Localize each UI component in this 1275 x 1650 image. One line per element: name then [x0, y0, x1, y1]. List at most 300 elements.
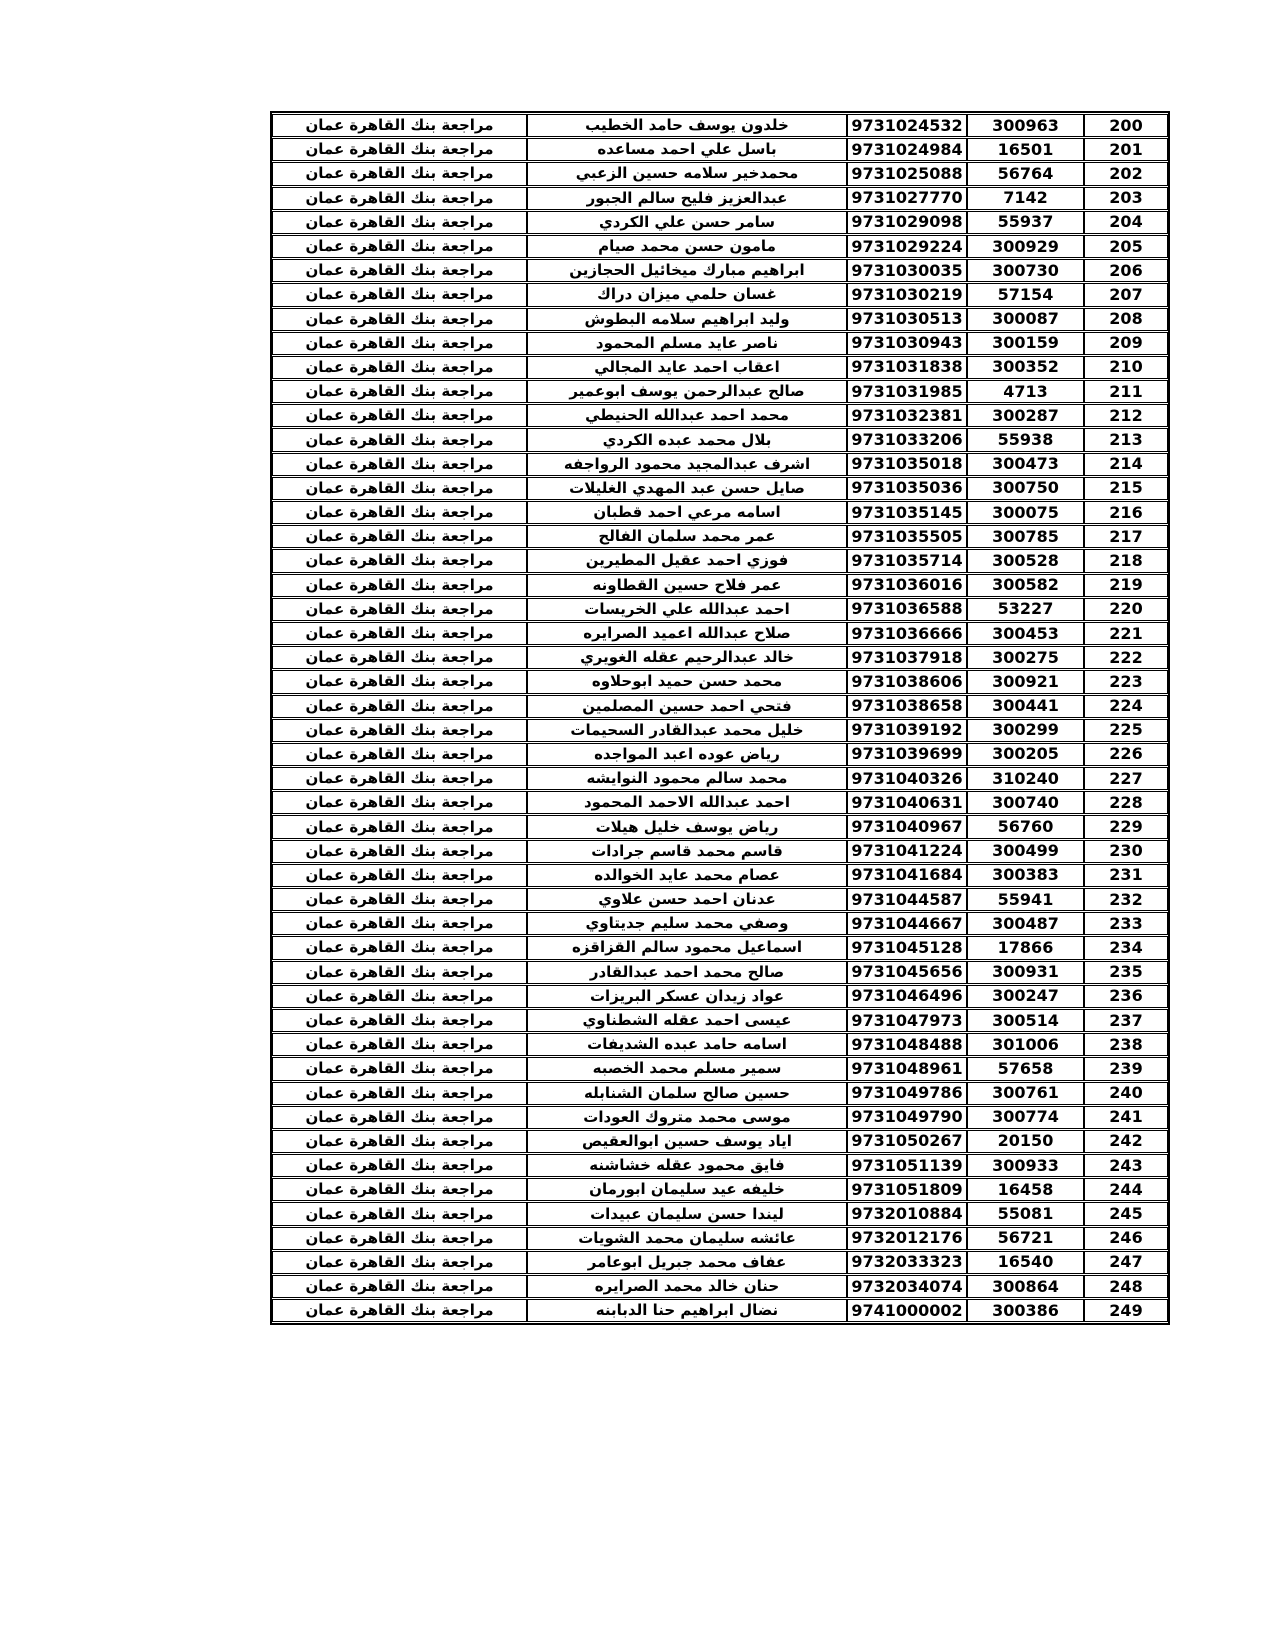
person-name-cell: عفاف محمد جبريل ابوعامر — [527, 1251, 847, 1274]
bank-review-remark-cell: مراجعة بنك القاهرة عمان — [272, 815, 527, 838]
table-row — [272, 574, 1168, 597]
national-id-cell: 9731044667 — [847, 912, 967, 935]
national-id-cell: 9732010884 — [847, 1202, 967, 1225]
national-id-cell: 9731030035 — [847, 259, 967, 282]
row-number-cell: 230 — [1084, 840, 1168, 863]
record-number-cell: 300582 — [967, 574, 1084, 597]
record-number-cell: 300287 — [967, 404, 1084, 427]
national-id-cell: 9731031838 — [847, 356, 967, 379]
national-id-cell: 9731044587 — [847, 888, 967, 911]
record-number-cell: 16501 — [967, 138, 1084, 161]
person-name-cell: حنان خالد محمد الصرايره — [527, 1275, 847, 1298]
record-number-cell: 300453 — [967, 622, 1084, 645]
person-name-cell: باسل علي احمد مساعده — [527, 138, 847, 161]
bank-review-remark-cell: مراجعة بنك القاهرة عمان — [272, 1057, 527, 1080]
bank-review-remark-cell: مراجعة بنك القاهرة عمان — [272, 598, 527, 621]
row-number-cell: 244 — [1084, 1178, 1168, 1201]
bank-review-remark-cell: مراجعة بنك القاهرة عمان — [272, 1275, 527, 1298]
record-number-cell: 57658 — [967, 1057, 1084, 1080]
person-name-cell: عواد زيدان عسكر البريزات — [527, 985, 847, 1008]
row-number-cell: 227 — [1084, 767, 1168, 790]
table-row — [272, 501, 1168, 524]
record-number-cell: 300761 — [967, 1082, 1084, 1105]
person-name-cell: خليل محمد عبدالقادر السحيمات — [527, 719, 847, 742]
record-number-cell: 4713 — [967, 380, 1084, 403]
national-id-cell: 9731050267 — [847, 1130, 967, 1153]
record-number-cell: 7142 — [967, 187, 1084, 210]
row-number-cell: 214 — [1084, 453, 1168, 476]
national-id-cell: 9741000002 — [847, 1299, 967, 1322]
bank-review-remark-cell: مراجعة بنك القاهرة عمان — [272, 936, 527, 959]
national-id-cell: 9731036666 — [847, 622, 967, 645]
table-row — [272, 259, 1168, 282]
row-number-cell: 210 — [1084, 356, 1168, 379]
record-number-cell: 300441 — [967, 695, 1084, 718]
table-row — [272, 815, 1168, 838]
record-number-cell: 300963 — [967, 114, 1084, 137]
table-row — [272, 695, 1168, 718]
bank-review-remark-cell: مراجعة بنك القاهرة عمان — [272, 308, 527, 331]
bank-review-remark-cell: مراجعة بنك القاهرة عمان — [272, 283, 527, 306]
row-number-cell: 219 — [1084, 574, 1168, 597]
table-row — [272, 211, 1168, 234]
table-row — [272, 1009, 1168, 1032]
row-number-cell: 216 — [1084, 501, 1168, 524]
record-number-cell: 300159 — [967, 332, 1084, 355]
table-row — [272, 864, 1168, 887]
national-id-cell: 9731047973 — [847, 1009, 967, 1032]
bank-review-remark-cell: مراجعة بنك القاهرة عمان — [272, 743, 527, 766]
bank-review-remark-cell: مراجعة بنك القاهرة عمان — [272, 332, 527, 355]
row-number-cell: 208 — [1084, 308, 1168, 331]
table-row — [272, 477, 1168, 500]
bank-review-remark-cell: مراجعة بنك القاهرة عمان — [272, 356, 527, 379]
table-row — [272, 138, 1168, 161]
national-id-cell: 9731035018 — [847, 453, 967, 476]
person-name-cell: سامر حسن علي الكردي — [527, 211, 847, 234]
person-name-cell: محمد حسن حميد ابوحلاوه — [527, 670, 847, 693]
table-row — [272, 888, 1168, 911]
table-row — [272, 525, 1168, 548]
person-name-cell: قاسم محمد قاسم جرادات — [527, 840, 847, 863]
person-name-cell: وصفي محمد سليم جديتاوي — [527, 912, 847, 935]
national-id-cell: 9731039192 — [847, 719, 967, 742]
row-number-cell: 218 — [1084, 549, 1168, 572]
person-name-cell: عمر فلاح حسين القطاونه — [527, 574, 847, 597]
national-id-cell: 9731030513 — [847, 308, 967, 331]
person-name-cell: رياض عوده اعبد المواجده — [527, 743, 847, 766]
row-number-cell: 233 — [1084, 912, 1168, 935]
person-name-cell: صايل حسن عبد المهدي الغليلات — [527, 477, 847, 500]
table-row — [272, 380, 1168, 403]
national-id-cell: 9731036588 — [847, 598, 967, 621]
beneficiary-records-table — [270, 111, 1170, 1325]
national-id-cell: 9731049786 — [847, 1082, 967, 1105]
national-id-cell: 9731025088 — [847, 162, 967, 185]
person-name-cell: عبدالعزيز فليح سالم الجبور — [527, 187, 847, 210]
bank-review-remark-cell: مراجعة بنك القاهرة عمان — [272, 259, 527, 282]
bank-review-remark-cell: مراجعة بنك القاهرة عمان — [272, 985, 527, 1008]
row-number-cell: 229 — [1084, 815, 1168, 838]
bank-review-remark-cell: مراجعة بنك القاهرة عمان — [272, 1227, 527, 1250]
national-id-cell: 9731038606 — [847, 670, 967, 693]
person-name-cell: ليندا حسن سليمان عبيدات — [527, 1202, 847, 1225]
person-name-cell: عدنان احمد حسن علاوي — [527, 888, 847, 911]
table-row — [272, 549, 1168, 572]
record-number-cell: 300740 — [967, 791, 1084, 814]
national-id-cell: 9731039699 — [847, 743, 967, 766]
record-number-cell: 55937 — [967, 211, 1084, 234]
record-number-cell: 300087 — [967, 308, 1084, 331]
bank-review-remark-cell: مراجعة بنك القاهرة عمان — [272, 1251, 527, 1274]
person-name-cell: فوزي احمد عقيل المطيرين — [527, 549, 847, 572]
national-id-cell: 9731040631 — [847, 791, 967, 814]
row-number-cell: 220 — [1084, 598, 1168, 621]
table-row — [272, 767, 1168, 790]
row-number-cell: 225 — [1084, 719, 1168, 742]
table-row — [272, 1227, 1168, 1250]
record-number-cell: 300247 — [967, 985, 1084, 1008]
bank-review-remark-cell: مراجعة بنك القاهرة عمان — [272, 1106, 527, 1129]
row-number-cell: 231 — [1084, 864, 1168, 887]
person-name-cell: عصام محمد عايد الخوالده — [527, 864, 847, 887]
national-id-cell: 9731024984 — [847, 138, 967, 161]
row-number-cell: 203 — [1084, 187, 1168, 210]
record-number-cell: 16458 — [967, 1178, 1084, 1201]
record-number-cell: 20150 — [967, 1130, 1084, 1153]
table-row — [272, 1033, 1168, 1056]
row-number-cell: 237 — [1084, 1009, 1168, 1032]
person-name-cell: خليفه عيد سليمان ابورمان — [527, 1178, 847, 1201]
bank-review-remark-cell: مراجعة بنك القاهرة عمان — [272, 380, 527, 403]
national-id-cell: 9731033206 — [847, 428, 967, 451]
table-row — [272, 1251, 1168, 1274]
record-number-cell: 300352 — [967, 356, 1084, 379]
row-number-cell: 226 — [1084, 743, 1168, 766]
row-number-cell: 207 — [1084, 283, 1168, 306]
table-row — [272, 743, 1168, 766]
row-number-cell: 223 — [1084, 670, 1168, 693]
person-name-cell: احمد عبدالله علي الخريسات — [527, 598, 847, 621]
bank-review-remark-cell: مراجعة بنك القاهرة عمان — [272, 574, 527, 597]
record-number-cell: 53227 — [967, 598, 1084, 621]
person-name-cell: فتحي احمد حسين المصلمين — [527, 695, 847, 718]
row-number-cell: 228 — [1084, 791, 1168, 814]
person-name-cell: احمد عبدالله الاحمد المحمود — [527, 791, 847, 814]
person-name-cell: صالح محمد احمد عبدالقادر — [527, 961, 847, 984]
record-number-cell: 300931 — [967, 961, 1084, 984]
bank-review-remark-cell: مراجعة بنك القاهرة عمان — [272, 428, 527, 451]
row-number-cell: 221 — [1084, 622, 1168, 645]
bank-review-remark-cell: مراجعة بنك القاهرة عمان — [272, 1033, 527, 1056]
record-number-cell: 300487 — [967, 912, 1084, 935]
person-name-cell: سمير مسلم محمد الخصبه — [527, 1057, 847, 1080]
row-number-cell: 205 — [1084, 235, 1168, 258]
national-id-cell: 9732033323 — [847, 1251, 967, 1274]
record-number-cell: 300750 — [967, 477, 1084, 500]
row-number-cell: 238 — [1084, 1033, 1168, 1056]
row-number-cell: 245 — [1084, 1202, 1168, 1225]
table-row — [272, 404, 1168, 427]
bank-review-remark-cell: مراجعة بنك القاهرة عمان — [272, 525, 527, 548]
person-name-cell: موسى محمد متروك العودات — [527, 1106, 847, 1129]
bank-review-remark-cell: مراجعة بنك القاهرة عمان — [272, 888, 527, 911]
row-number-cell: 202 — [1084, 162, 1168, 185]
national-id-cell: 9731027770 — [847, 187, 967, 210]
person-name-cell: عيسى احمد عقله الشطناوي — [527, 1009, 847, 1032]
person-name-cell: مامون حسن محمد صيام — [527, 235, 847, 258]
table-row — [272, 1082, 1168, 1105]
table-row — [272, 670, 1168, 693]
person-name-cell: اسامه مرعي احمد قطبان — [527, 501, 847, 524]
bank-review-remark-cell: مراجعة بنك القاهرة عمان — [272, 1082, 527, 1105]
bank-review-remark-cell: مراجعة بنك القاهرة عمان — [272, 477, 527, 500]
row-number-cell: 241 — [1084, 1106, 1168, 1129]
bank-review-remark-cell: مراجعة بنك القاهرة عمان — [272, 235, 527, 258]
record-number-cell: 300075 — [967, 501, 1084, 524]
bank-review-remark-cell: مراجعة بنك القاهرة عمان — [272, 211, 527, 234]
person-name-cell: عائشه سليمان محمد الشويات — [527, 1227, 847, 1250]
record-number-cell: 17866 — [967, 936, 1084, 959]
national-id-cell: 9731045128 — [847, 936, 967, 959]
record-number-cell: 300514 — [967, 1009, 1084, 1032]
row-number-cell: 211 — [1084, 380, 1168, 403]
row-number-cell: 224 — [1084, 695, 1168, 718]
row-number-cell: 247 — [1084, 1251, 1168, 1274]
bank-review-remark-cell: مراجعة بنك القاهرة عمان — [272, 549, 527, 572]
record-number-cell: 56764 — [967, 162, 1084, 185]
record-number-cell: 300785 — [967, 525, 1084, 548]
row-number-cell: 246 — [1084, 1227, 1168, 1250]
bank-review-remark-cell: مراجعة بنك القاهرة عمان — [272, 961, 527, 984]
bank-review-remark-cell: مراجعة بنك القاهرة عمان — [272, 404, 527, 427]
row-number-cell: 201 — [1084, 138, 1168, 161]
bank-review-remark-cell: مراجعة بنك القاهرة عمان — [272, 719, 527, 742]
table-row — [272, 453, 1168, 476]
record-number-cell: 300921 — [967, 670, 1084, 693]
table-body — [272, 114, 1168, 1322]
row-number-cell: 215 — [1084, 477, 1168, 500]
record-number-cell: 300205 — [967, 743, 1084, 766]
table-row — [272, 114, 1168, 137]
bank-review-remark-cell: مراجعة بنك القاهرة عمان — [272, 162, 527, 185]
row-number-cell: 204 — [1084, 211, 1168, 234]
national-id-cell: 9731031985 — [847, 380, 967, 403]
table-row — [272, 308, 1168, 331]
bank-review-remark-cell: مراجعة بنك القاهرة عمان — [272, 187, 527, 210]
row-number-cell: 240 — [1084, 1082, 1168, 1105]
national-id-cell: 9731051809 — [847, 1178, 967, 1201]
national-id-cell: 9731051139 — [847, 1154, 967, 1177]
table-row — [272, 985, 1168, 1008]
table-row — [272, 912, 1168, 935]
row-number-cell: 212 — [1084, 404, 1168, 427]
row-number-cell: 200 — [1084, 114, 1168, 137]
person-name-cell: وليد ابراهيم سلامه البطوش — [527, 308, 847, 331]
record-number-cell: 300275 — [967, 646, 1084, 669]
bank-review-remark-cell: مراجعة بنك القاهرة عمان — [272, 912, 527, 935]
bank-review-remark-cell: مراجعة بنك القاهرة عمان — [272, 670, 527, 693]
record-number-cell: 56760 — [967, 815, 1084, 838]
row-number-cell: 249 — [1084, 1299, 1168, 1322]
row-number-cell: 213 — [1084, 428, 1168, 451]
row-number-cell: 206 — [1084, 259, 1168, 282]
record-number-cell: 310240 — [967, 767, 1084, 790]
record-number-cell: 55938 — [967, 428, 1084, 451]
row-number-cell: 236 — [1084, 985, 1168, 1008]
national-id-cell: 9731040967 — [847, 815, 967, 838]
row-number-cell: 235 — [1084, 961, 1168, 984]
row-number-cell: 242 — [1084, 1130, 1168, 1153]
row-number-cell: 209 — [1084, 332, 1168, 355]
table-row — [272, 356, 1168, 379]
person-name-cell: خلدون يوسف حامد الخطيب — [527, 114, 847, 137]
row-number-cell: 243 — [1084, 1154, 1168, 1177]
bank-review-remark-cell: مراجعة بنك القاهرة عمان — [272, 138, 527, 161]
record-number-cell: 300730 — [967, 259, 1084, 282]
bank-review-remark-cell: مراجعة بنك القاهرة عمان — [272, 1009, 527, 1032]
national-id-cell: 9731048488 — [847, 1033, 967, 1056]
person-name-cell: نضال ابراهيم حنا الدبابنه — [527, 1299, 847, 1322]
bank-review-remark-cell: مراجعة بنك القاهرة عمان — [272, 767, 527, 790]
national-id-cell: 9731035714 — [847, 549, 967, 572]
national-id-cell: 9731046496 — [847, 985, 967, 1008]
table-row — [272, 187, 1168, 210]
person-name-cell: صالح عبدالرحمن يوسف ابوعمير — [527, 380, 847, 403]
table-row — [272, 235, 1168, 258]
person-name-cell: اياد يوسف حسين ابوالعقيص — [527, 1130, 847, 1153]
table-row — [272, 961, 1168, 984]
table-row — [272, 622, 1168, 645]
record-number-cell: 300499 — [967, 840, 1084, 863]
table-row — [272, 1178, 1168, 1201]
person-name-cell: ناصر عايد مسلم المحمود — [527, 332, 847, 355]
bank-review-remark-cell: مراجعة بنك القاهرة عمان — [272, 791, 527, 814]
national-id-cell: 9731032381 — [847, 404, 967, 427]
table-row — [272, 719, 1168, 742]
row-number-cell: 222 — [1084, 646, 1168, 669]
record-number-cell: 300929 — [967, 235, 1084, 258]
table-row — [272, 283, 1168, 306]
person-name-cell: حسين صالح سلمان الشنابله — [527, 1082, 847, 1105]
national-id-cell: 9731040326 — [847, 767, 967, 790]
person-name-cell: اسامه حامد عبده الشديفات — [527, 1033, 847, 1056]
person-name-cell: بلال محمد عبده الكردي — [527, 428, 847, 451]
person-name-cell: محمد سالم محمود النوايشه — [527, 767, 847, 790]
national-id-cell: 9731041224 — [847, 840, 967, 863]
person-name-cell: رياض يوسف خليل هيلات — [527, 815, 847, 838]
national-id-cell: 9732012176 — [847, 1227, 967, 1250]
table-row — [272, 1299, 1168, 1322]
table-row — [272, 1130, 1168, 1153]
bank-review-remark-cell: مراجعة بنك القاهرة عمان — [272, 1154, 527, 1177]
bank-review-remark-cell: مراجعة بنك القاهرة عمان — [272, 1178, 527, 1201]
person-name-cell: غسان حلمي ميزان دراك — [527, 283, 847, 306]
national-id-cell: 9731030943 — [847, 332, 967, 355]
record-number-cell: 300383 — [967, 864, 1084, 887]
bank-review-remark-cell: مراجعة بنك القاهرة عمان — [272, 840, 527, 863]
record-number-cell: 55081 — [967, 1202, 1084, 1225]
table-row — [272, 1057, 1168, 1080]
national-id-cell: 9731024532 — [847, 114, 967, 137]
bank-review-remark-cell: مراجعة بنك القاهرة عمان — [272, 622, 527, 645]
row-number-cell: 239 — [1084, 1057, 1168, 1080]
national-id-cell: 9731049790 — [847, 1106, 967, 1129]
person-name-cell: فايق محمود عقله خشاشنه — [527, 1154, 847, 1177]
person-name-cell: خالد عبدالرحيم عقله الغويري — [527, 646, 847, 669]
national-id-cell: 9731029098 — [847, 211, 967, 234]
national-id-cell: 9731037918 — [847, 646, 967, 669]
table-row — [272, 162, 1168, 185]
person-name-cell: محمد احمد عبدالله الحنيطي — [527, 404, 847, 427]
record-number-cell: 300774 — [967, 1106, 1084, 1129]
record-number-cell: 301006 — [967, 1033, 1084, 1056]
national-id-cell: 9731048961 — [847, 1057, 967, 1080]
person-name-cell: عمر محمد سلمان الفالح — [527, 525, 847, 548]
table-row — [272, 598, 1168, 621]
national-id-cell: 9731041684 — [847, 864, 967, 887]
person-name-cell: اعقاب احمد عايد المجالي — [527, 356, 847, 379]
row-number-cell: 232 — [1084, 888, 1168, 911]
table-row — [272, 1106, 1168, 1129]
national-id-cell: 9731035505 — [847, 525, 967, 548]
table-row — [272, 936, 1168, 959]
record-number-cell: 300299 — [967, 719, 1084, 742]
table-row — [272, 646, 1168, 669]
bank-review-remark-cell: مراجعة بنك القاهرة عمان — [272, 864, 527, 887]
person-name-cell: اشرف عبدالمجيد محمود الرواجفه — [527, 453, 847, 476]
table-row — [272, 1154, 1168, 1177]
record-number-cell: 300386 — [967, 1299, 1084, 1322]
record-number-cell: 300864 — [967, 1275, 1084, 1298]
record-number-cell: 300528 — [967, 549, 1084, 572]
bank-review-remark-cell: مراجعة بنك القاهرة عمان — [272, 695, 527, 718]
person-name-cell: محمدخير سلامه حسين الزعبي — [527, 162, 847, 185]
record-number-cell: 300473 — [967, 453, 1084, 476]
national-id-cell: 9731036016 — [847, 574, 967, 597]
record-number-cell: 16540 — [967, 1251, 1084, 1274]
table-row — [272, 1202, 1168, 1225]
bank-review-remark-cell: مراجعة بنك القاهرة عمان — [272, 501, 527, 524]
table-row — [272, 332, 1168, 355]
row-number-cell: 248 — [1084, 1275, 1168, 1298]
record-number-cell: 55941 — [967, 888, 1084, 911]
bank-review-remark-cell: مراجعة بنك القاهرة عمان — [272, 1299, 527, 1322]
national-id-cell: 9732034074 — [847, 1275, 967, 1298]
table-row — [272, 840, 1168, 863]
bank-review-remark-cell: مراجعة بنك القاهرة عمان — [272, 1130, 527, 1153]
national-id-cell: 9731030219 — [847, 283, 967, 306]
bank-review-remark-cell: مراجعة بنك القاهرة عمان — [272, 453, 527, 476]
person-name-cell: اسماعيل محمود سالم القزاقزه — [527, 936, 847, 959]
bank-review-remark-cell: مراجعة بنك القاهرة عمان — [272, 646, 527, 669]
table-row — [272, 428, 1168, 451]
record-number-cell: 300933 — [967, 1154, 1084, 1177]
bank-review-remark-cell: مراجعة بنك القاهرة عمان — [272, 1202, 527, 1225]
table-row — [272, 791, 1168, 814]
record-number-cell: 56721 — [967, 1227, 1084, 1250]
person-name-cell: ابراهيم مبارك ميخائيل الحجازين — [527, 259, 847, 282]
table-row — [272, 1275, 1168, 1298]
record-number-cell: 57154 — [967, 283, 1084, 306]
national-id-cell: 9731029224 — [847, 235, 967, 258]
bank-review-remark-cell: مراجعة بنك القاهرة عمان — [272, 114, 527, 137]
national-id-cell: 9731038658 — [847, 695, 967, 718]
national-id-cell: 9731035036 — [847, 477, 967, 500]
national-id-cell: 9731035145 — [847, 501, 967, 524]
national-id-cell: 9731045656 — [847, 961, 967, 984]
person-name-cell: صلاح عبدالله اعميد الصرايره — [527, 622, 847, 645]
